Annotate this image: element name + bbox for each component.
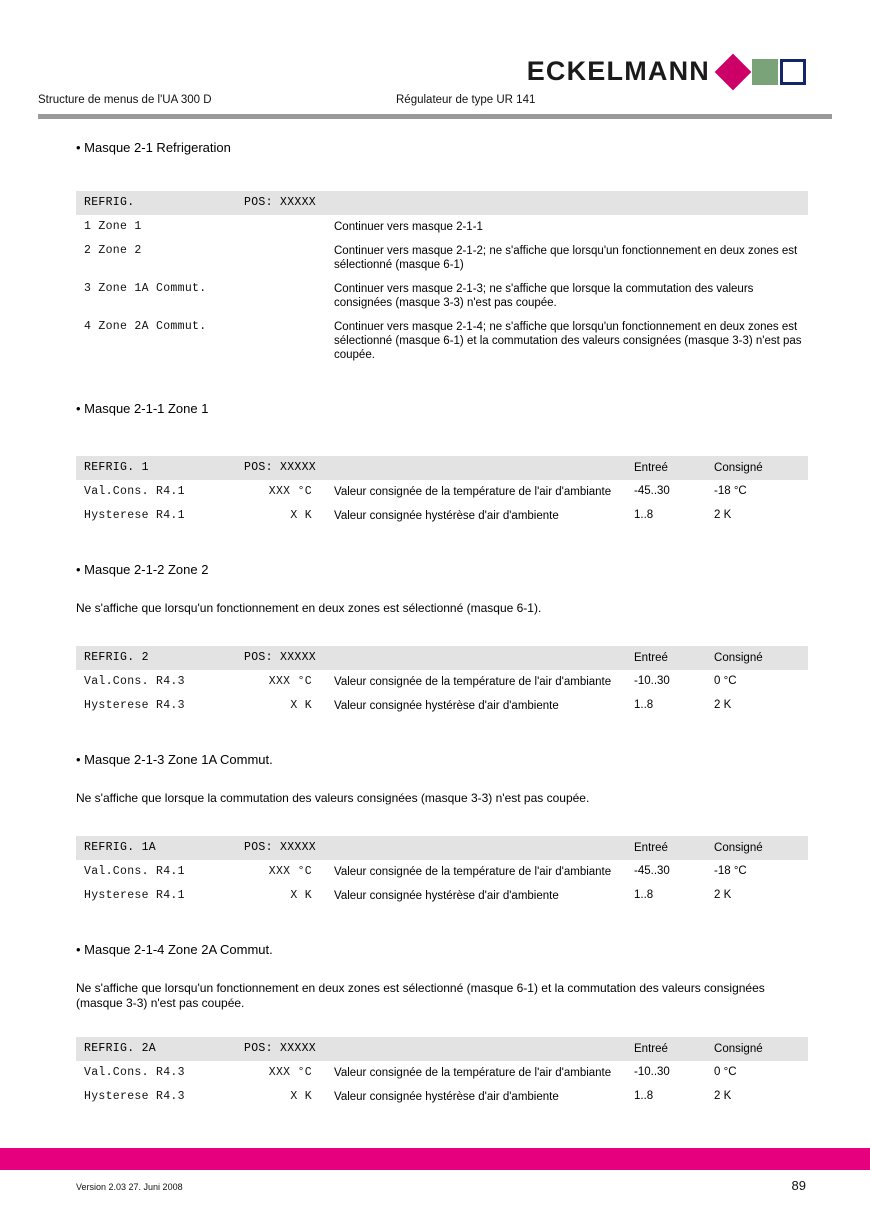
header-position: POS: XXXXX	[236, 191, 808, 215]
table-row	[76, 670, 808, 694]
header-setpoint: Consigné	[706, 1037, 808, 1061]
table-row	[76, 277, 808, 315]
row-range: 1..8	[634, 699, 654, 711]
row-range: -45..30	[634, 865, 670, 877]
footer-version: Version 2.03 27. Juni 2008	[76, 1182, 183, 1192]
row-setpoint: 2 K	[714, 699, 732, 711]
row-description: Valeur consignée de la température de l'air d'ambiante	[334, 486, 612, 498]
row-description: Valeur consignée hystérèse d'air d'ambiente	[334, 1091, 559, 1103]
header-divider	[38, 114, 832, 119]
table-row	[76, 215, 808, 239]
header-entry: Entreé	[626, 456, 706, 480]
document-content	[76, 140, 808, 1109]
row-setpoint: -18 °C	[714, 865, 747, 877]
header-setpoint: Consigné	[706, 646, 808, 670]
row-description: Continuer vers masque 2-1-3; ne s'affiche que lorsque la commutation des valeurs consignées (masque 3-3) n'est pas coupée.	[334, 283, 754, 309]
header-entry: Entreé	[626, 646, 706, 670]
header-setpoint: Consigné	[706, 456, 808, 480]
header-position: POS: XXXXX	[236, 646, 626, 670]
logo-marks	[720, 59, 806, 85]
row-description: Valeur consignée hystérèse d'air d'ambiente	[334, 700, 559, 712]
row-setpoint: 2 K	[714, 889, 732, 901]
table-header-row	[76, 836, 808, 860]
footer-bar	[0, 1148, 870, 1170]
row-range: -45..30	[634, 485, 670, 497]
row-unit: XXX °C	[268, 865, 312, 878]
mask-table	[76, 646, 808, 718]
row-setpoint: -18 °C	[714, 485, 747, 497]
mask-table	[76, 456, 808, 528]
green-square-icon	[752, 59, 778, 85]
header-document-title: Structure de menus de l'UA 300 D	[38, 94, 212, 106]
section-note: Ne s'affiche que lorsqu'un fonctionnement en deux zones est sélectionné (masque 6-1).	[76, 601, 542, 615]
header-mask-name: REFRIG.	[76, 191, 236, 215]
row-unit: XXX °C	[268, 675, 312, 688]
diamond-icon	[715, 53, 752, 90]
row-code: Hysterese R4.1	[84, 889, 185, 902]
header-subject: Régulateur de type UR 141	[396, 94, 536, 106]
row-code: Val.Cons. R4.1	[84, 865, 185, 878]
header-mask-name: REFRIG. 1	[76, 456, 236, 480]
table-header-row	[76, 1037, 808, 1061]
row-code: Val.Cons. R4.3	[84, 675, 185, 688]
row-unit: X K	[290, 509, 312, 522]
section-note: Ne s'affiche que lorsqu'un fonctionnement en deux zones est sélectionné (masque 6-1) et la commutation des valeurs consignées (masque 3-3) n'est pas coupée.	[76, 981, 765, 1010]
logo-wordmark: ECKELMANN	[526, 56, 710, 86]
row-description: Valeur consignée de la température de l'air d'ambiante	[334, 1067, 612, 1079]
row-unit: X K	[290, 1090, 312, 1103]
table-row	[76, 315, 808, 367]
header-position: POS: XXXXX	[236, 456, 626, 480]
row-code: Hysterese R4.1	[84, 509, 185, 522]
mask-table	[76, 1037, 808, 1109]
row-range: 1..8	[634, 1090, 654, 1102]
section-heading: • Masque 2-1 Refrigeration	[76, 140, 231, 155]
row-code: 1 Zone 1	[84, 220, 142, 233]
row-unit: X K	[290, 699, 312, 712]
row-code: Hysterese R4.3	[84, 1090, 185, 1103]
row-unit: XXX °C	[268, 485, 312, 498]
header-mask-name: REFRIG. 1A	[76, 836, 236, 860]
table-header-row	[76, 191, 808, 215]
page-number: 89	[791, 1178, 806, 1193]
row-description: Valeur consignée de la température de l'air d'ambiante	[334, 676, 612, 688]
table-row	[76, 884, 808, 908]
mask-table	[76, 836, 808, 908]
row-range: 1..8	[634, 509, 654, 521]
company-logo	[527, 56, 806, 87]
footer-copyright: © 2007 - ECKELMANN | BERLINER STRASSE 161 | 65205 WIESBADEN | FON +49(0)611 7103-0 | FAX 49(0)611 7103-133 | eckelmann.de	[76, 4, 620, 14]
header-setpoint: Consigné	[706, 836, 808, 860]
header-entry: Entreé	[626, 836, 706, 860]
row-range: -10..30	[634, 675, 670, 687]
header-position: POS: XXXXX	[236, 1037, 626, 1061]
row-setpoint: 0 °C	[714, 675, 737, 687]
section-heading: • Masque 2-1-3 Zone 1A Commut.	[76, 752, 273, 767]
table-row	[76, 504, 808, 528]
mask-table	[76, 191, 808, 367]
blue-square-icon	[780, 59, 806, 85]
header-mask-name: REFRIG. 2	[76, 646, 236, 670]
row-unit: XXX °C	[268, 1066, 312, 1079]
row-description: Valeur consignée hystérèse d'air d'ambiente	[334, 890, 559, 902]
row-range: -10..30	[634, 1066, 670, 1078]
row-description: Valeur consignée de la température de l'air d'ambiante	[334, 866, 612, 878]
row-code: 3 Zone 1A Commut.	[84, 282, 207, 295]
row-description: Continuer vers masque 2-1-4; ne s'affiche que lorsqu'un fonctionnement en deux zones est sélectionné (masque 6-1) et la commutation des valeurs consignées (masque 3-3) n'est pas coupée.	[334, 321, 802, 361]
row-description: Valeur consignée hystérèse d'air d'ambiente	[334, 510, 559, 522]
section-note: Ne s'affiche que lorsque la commutation des valeurs consignées (masque 3-3) n'est pas coupée.	[76, 791, 590, 805]
running-header	[38, 94, 832, 110]
row-range: 1..8	[634, 889, 654, 901]
row-code: 2 Zone 2	[84, 244, 142, 257]
table-row	[76, 239, 808, 277]
row-code: Val.Cons. R4.1	[84, 485, 185, 498]
table-header-row	[76, 646, 808, 670]
table-row	[76, 694, 808, 718]
row-setpoint: 0 °C	[714, 1066, 737, 1078]
row-description: Continuer vers masque 2-1-1	[334, 221, 483, 233]
row-setpoint: 2 K	[714, 1090, 732, 1102]
header-position: POS: XXXXX	[236, 836, 626, 860]
row-unit: X K	[290, 889, 312, 902]
table-row	[76, 860, 808, 884]
table-row	[76, 1061, 808, 1085]
header-mask-name: REFRIG. 2A	[76, 1037, 236, 1061]
row-code: Val.Cons. R4.3	[84, 1066, 185, 1079]
table-row	[76, 480, 808, 504]
row-description: Continuer vers masque 2-1-2; ne s'affiche que lorsqu'un fonctionnement en deux zones est sélectionné (masque 6-1)	[334, 245, 798, 271]
section-heading: • Masque 2-1-4 Zone 2A Commut.	[76, 942, 273, 957]
table-header-row	[76, 456, 808, 480]
table-row	[76, 1085, 808, 1109]
row-setpoint: 2 K	[714, 509, 732, 521]
row-code: 4 Zone 2A Commut.	[84, 320, 207, 333]
section-heading: • Masque 2-1-2 Zone 2	[76, 562, 209, 577]
header-entry: Entreé	[626, 1037, 706, 1061]
row-code: Hysterese R4.3	[84, 699, 185, 712]
section-heading: • Masque 2-1-1 Zone 1	[76, 401, 209, 416]
